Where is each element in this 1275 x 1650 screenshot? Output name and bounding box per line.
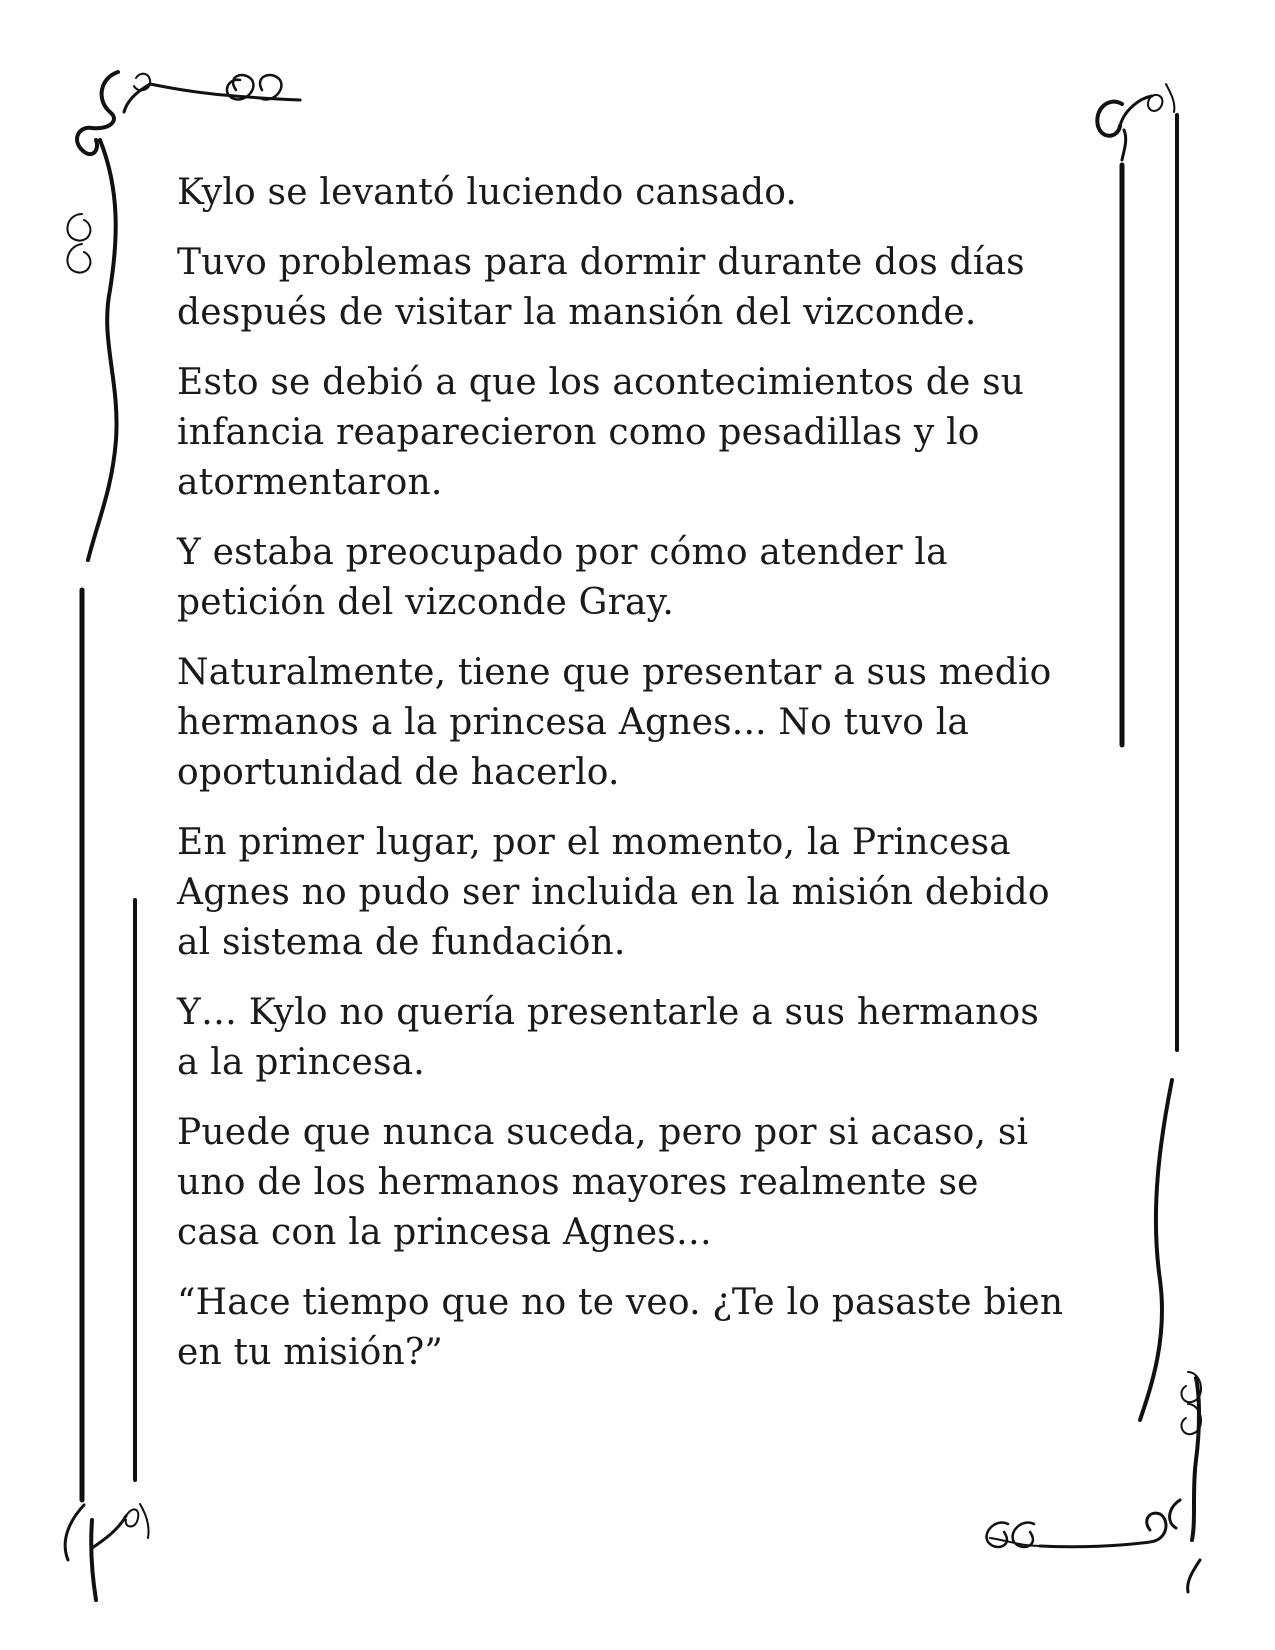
text-line: “Hace tiempo que no te veo. ¿Te lo pasaste bien [177, 1282, 1064, 1323]
paragraph-6 [177, 818, 1107, 968]
text-line: Naturalmente, tiene que presentar a sus medio [177, 652, 1052, 693]
text-line: petición del vizconde Gray. [177, 582, 675, 623]
text-line: uno de los hermanos mayores realmente se [177, 1162, 979, 1203]
top-right-flourish-icon [1097, 84, 1174, 160]
text-line: Puede que nunca suceda, pero por si acaso, si [177, 1112, 1029, 1153]
text-line: infancia reaparecieron como pesadillas y lo [177, 412, 980, 453]
paragraph-1 [177, 168, 1107, 218]
paragraph-8 [177, 1108, 1107, 1258]
text-line: oportunidad de hacerlo. [177, 752, 620, 793]
bottom-left-flourish-icon [65, 1504, 148, 1600]
text-line: en tu misión?” [177, 1332, 444, 1373]
paragraph-5 [177, 648, 1107, 798]
paragraph-9 [177, 1278, 1107, 1378]
text-line: después de visitar la mansión del vizconde. [177, 292, 977, 333]
text-line: hermanos a la princesa Agnes... No tuvo la [177, 702, 970, 743]
text-line: Agnes no pudo ser incluida en la misión debido [177, 872, 1050, 913]
paragraph-2 [177, 238, 1107, 338]
paragraph-3 [177, 358, 1107, 508]
text-line: a la princesa. [177, 1042, 425, 1083]
text-line: Y… Kylo no quería presentarle a sus hermanos [177, 992, 1040, 1033]
text-line: Kylo se levantó luciendo cansado. [177, 172, 798, 213]
text-line: En primer lugar, por el momento, la Princesa [177, 822, 1011, 863]
paragraph-7 [177, 988, 1107, 1088]
text-line: atormentaron. [177, 462, 443, 503]
text-line: Y estaba preocupado por cómo atender la [177, 532, 948, 573]
text-line: Esto se debió a que los acontecimientos de su [177, 362, 1025, 403]
text-line: al sistema de fundación. [177, 922, 626, 963]
paragraph-4 [177, 528, 1107, 628]
text-line: Tuvo problemas para dormir durante dos días [177, 242, 1025, 283]
text-line: casa con la princesa Agnes… [177, 1212, 713, 1253]
document-body [177, 168, 1107, 1398]
